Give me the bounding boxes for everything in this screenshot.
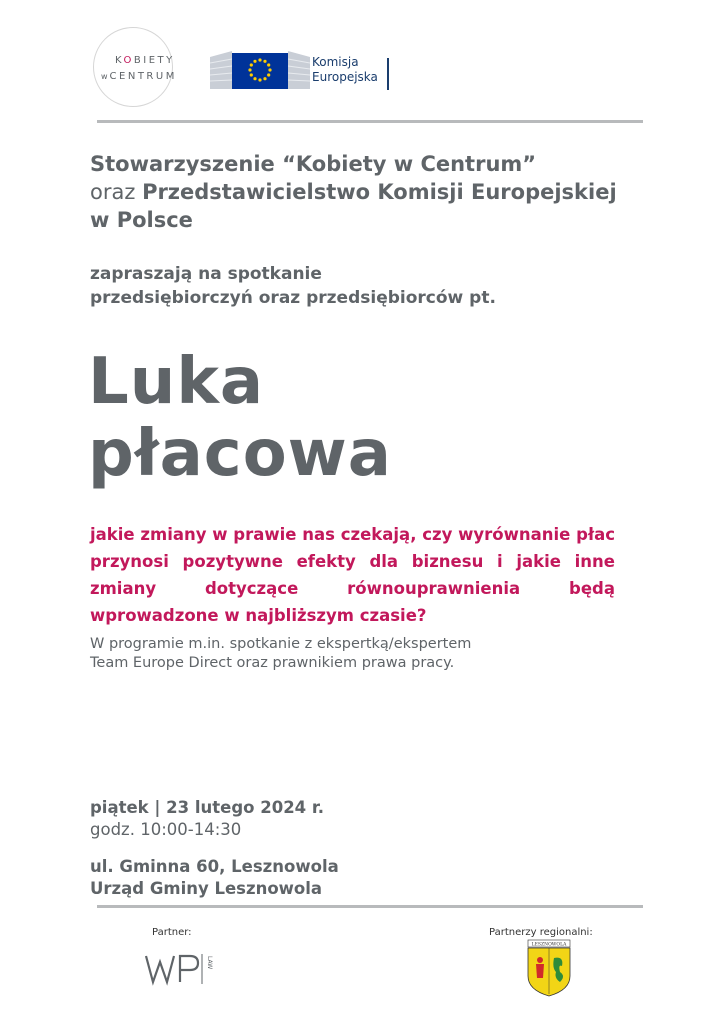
event-date: piątek | 23 lutego 2024 r. [90, 798, 324, 817]
event-address: ul. Gminna 60, Lesznowola Urząd Gminy Lesznowola [90, 857, 339, 898]
event-question: jakie zmiany w prawie nas czekają, czy wyrównanie płac przynosi pozytywne efekty dla biznesu i jakie inne zmiany dotyczące równouprawnienia będą wprowadzone w najbliższym czasie? [90, 525, 615, 625]
lesznowola-crest [524, 938, 574, 998]
ec-logo-text: Komisja Europejska [312, 55, 378, 84]
ec-logo-bar [387, 58, 389, 90]
top-divider [97, 120, 643, 123]
regional-partners-label: Partnerzy regionalni: [489, 927, 593, 938]
program-text: W programie m.in. spotkanie z ekspertką/ekspertem Team Europe Direct oraz prawnikiem prawa pracy. [90, 636, 472, 671]
wp-law-logo [144, 950, 214, 990]
invitation-text: zapraszają na spotkanie przedsiębiorczyń oraz przedsiębiorców pt. [90, 264, 496, 308]
partner-label: Partner: [152, 927, 192, 938]
logo-line-1: KOBIETY [115, 55, 175, 66]
svg-text:LESZNOWOLA: LESZNOWOLA [531, 942, 567, 948]
logo-circle [93, 27, 173, 107]
logo-line-2: w CENTRUM [101, 71, 177, 82]
event-title: Luka płacowa [88, 345, 392, 491]
berlaymont-building-icon [210, 43, 310, 93]
event-time: godz. 10:00-14:30 [90, 820, 242, 839]
svg-text:LAW: LAW [206, 956, 213, 970]
organizer-connector: oraz [90, 180, 136, 204]
kobiety-w-centrum-logo [93, 27, 193, 107]
organizer-1: Stowarzyszenie “Kobiety w Centrum” [90, 152, 537, 176]
organizer-2: Przedstawicielstwo Komisji Europejskiej [142, 180, 617, 204]
european-commission-logo [210, 43, 400, 93]
bottom-divider [97, 905, 643, 908]
organizer-2-cont: w Polsce [90, 208, 193, 232]
organizers [90, 150, 720, 234]
